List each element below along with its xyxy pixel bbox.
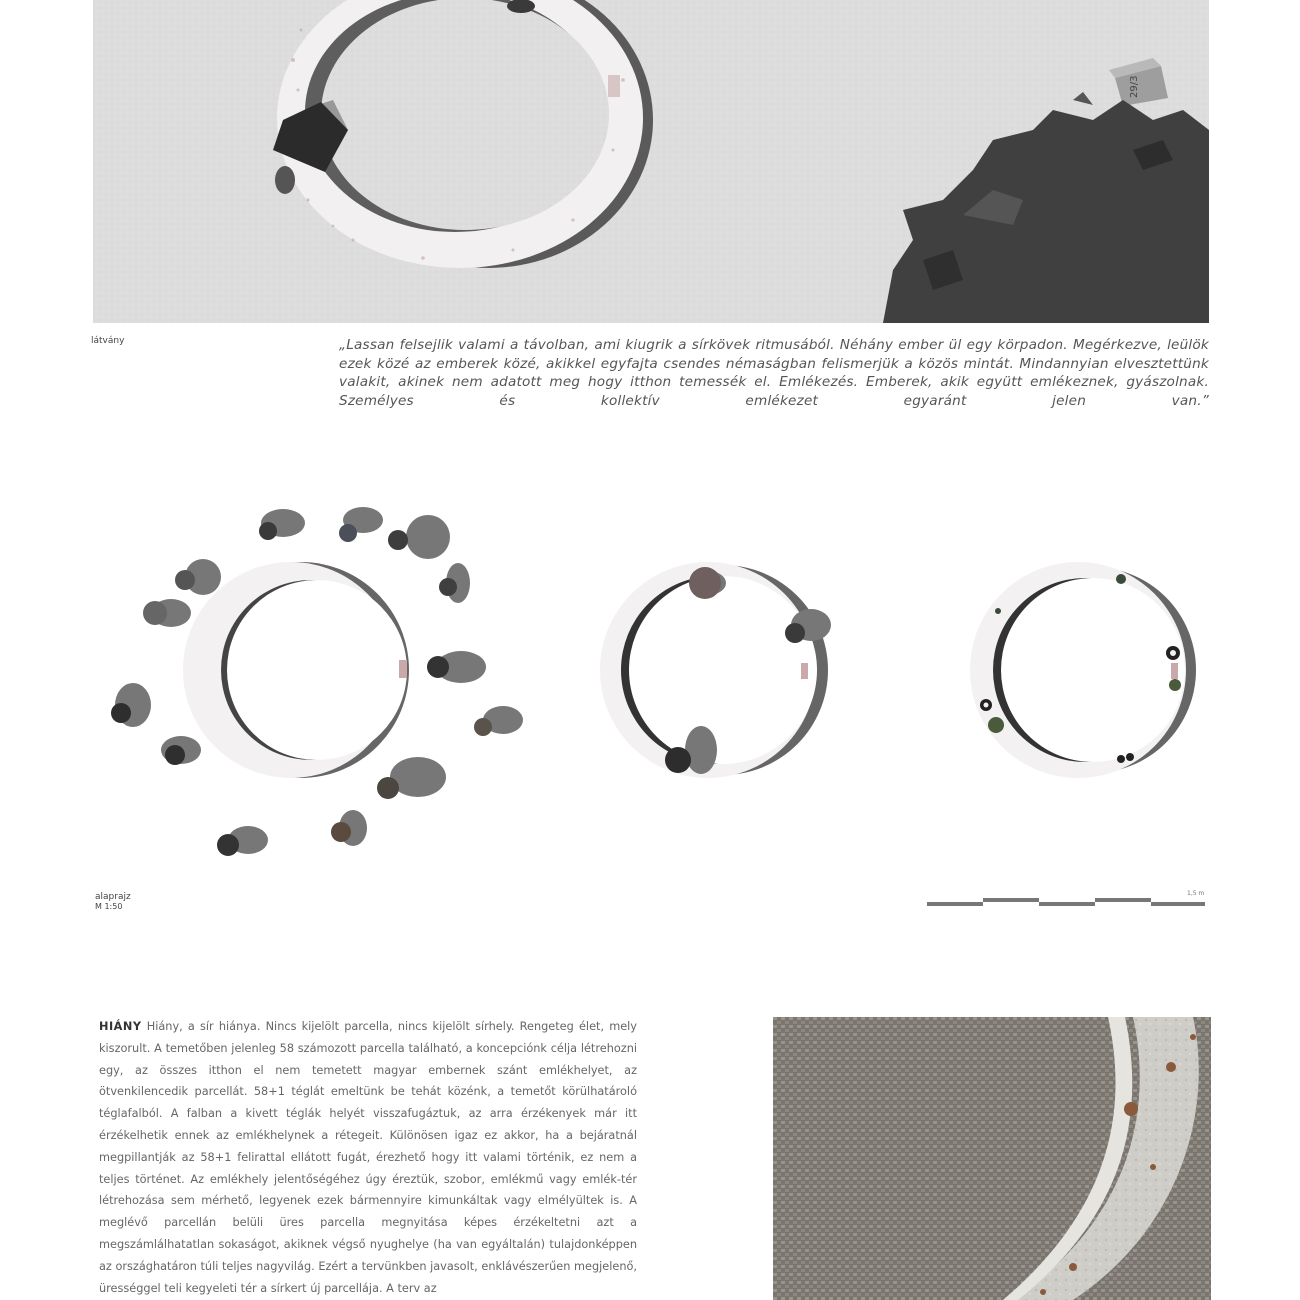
hero-visualization (93, 0, 1209, 323)
plan-scale-ratio: M 1:50 (95, 902, 123, 911)
floor-plans (93, 495, 1209, 875)
ring-mark-plaque (608, 75, 620, 97)
plan-ring-crowd (183, 562, 409, 778)
plan-caption (95, 892, 131, 912)
hero-caption: látvány (91, 336, 125, 346)
body-heading: HIÁNY (99, 1020, 142, 1033)
scale-bar (927, 896, 1207, 908)
narrative-quote: „Lassan felsejlik valami a távolban, ami kiugrik a sírkövek ritmusából. Néhány ember ül egy körpadon. Megérkezve, leülök ezek közé az emberek közé, akikkel egyfajta csendes némaságban felismerjük a közös mintát. Mindannyian elvesztettünk valakit, akinek nem adatott meg hogy itthon temessék el. Emlékezés. Emberek, akik együtt emlékeznek, gyászolnak. Személyes és kollektív emlékezet egyaránt jelen van.” (339, 337, 1209, 409)
body-text (99, 1016, 637, 1299)
model-photo-drawing (773, 1017, 1211, 1300)
plan-ring-flowers (970, 562, 1196, 778)
plans-drawing (93, 495, 1209, 875)
model-photo (773, 1017, 1211, 1300)
plan-caption-title: alaprajz (95, 892, 131, 902)
sign-label: 29/3 (1129, 75, 1140, 98)
scale-bar-label: 1,5 m (1187, 890, 1205, 897)
body-paragraph: Hiány, a sír hiánya. Nincs kijelölt parcella, nincs kijelölt sírhely. Rengeteg élet, mely kiszorult. A temetőben jelenleg 58 számozott parcella található, a koncepciónk célja létrehozni egy, az összes itthon el nem temetett magyar embernek szánt emlékhelyet, az ötvenkilencedik parcellát. 58+1 téglát emeltünk be tehát közénk, a temetőt körülhatároló téglafalból. A falban a kivett téglák helyét visszafugáztuk, az arra érzékenyek már itt érzékelhetik ennek az emlékhelynek a rétegeit. Különösen igaz ez akkor, ha a bejáratnál megpillantják az 58+1 felirattal ellátott fugát, érezhető hogy itt valami történik, ez nem a teljes történet. Az emlékhely jelentőségéhez úgy éreztük, szobor, emlékmű vagy emlék-tér létrehozása sem mérhető, legyenek ezek bármennyire kimunkáltak vagy elmélyültek is. A meglévő parcellán belüli üres parcella megnyitása képes érzékeltetni azt a megszámlálhatatlan sokaságot, akiknek végső nyughelye (ha van egyáltalán) tulajdonképpen az országhatáron túli teljes nagyvilág. Ezért a tervünkben javasolt, enklávészerűen megjelenő, ürességgel teli kegyeleti tér a sírkert új parcellája. A terv az (99, 1020, 637, 1295)
hero-scene (93, 0, 1209, 323)
